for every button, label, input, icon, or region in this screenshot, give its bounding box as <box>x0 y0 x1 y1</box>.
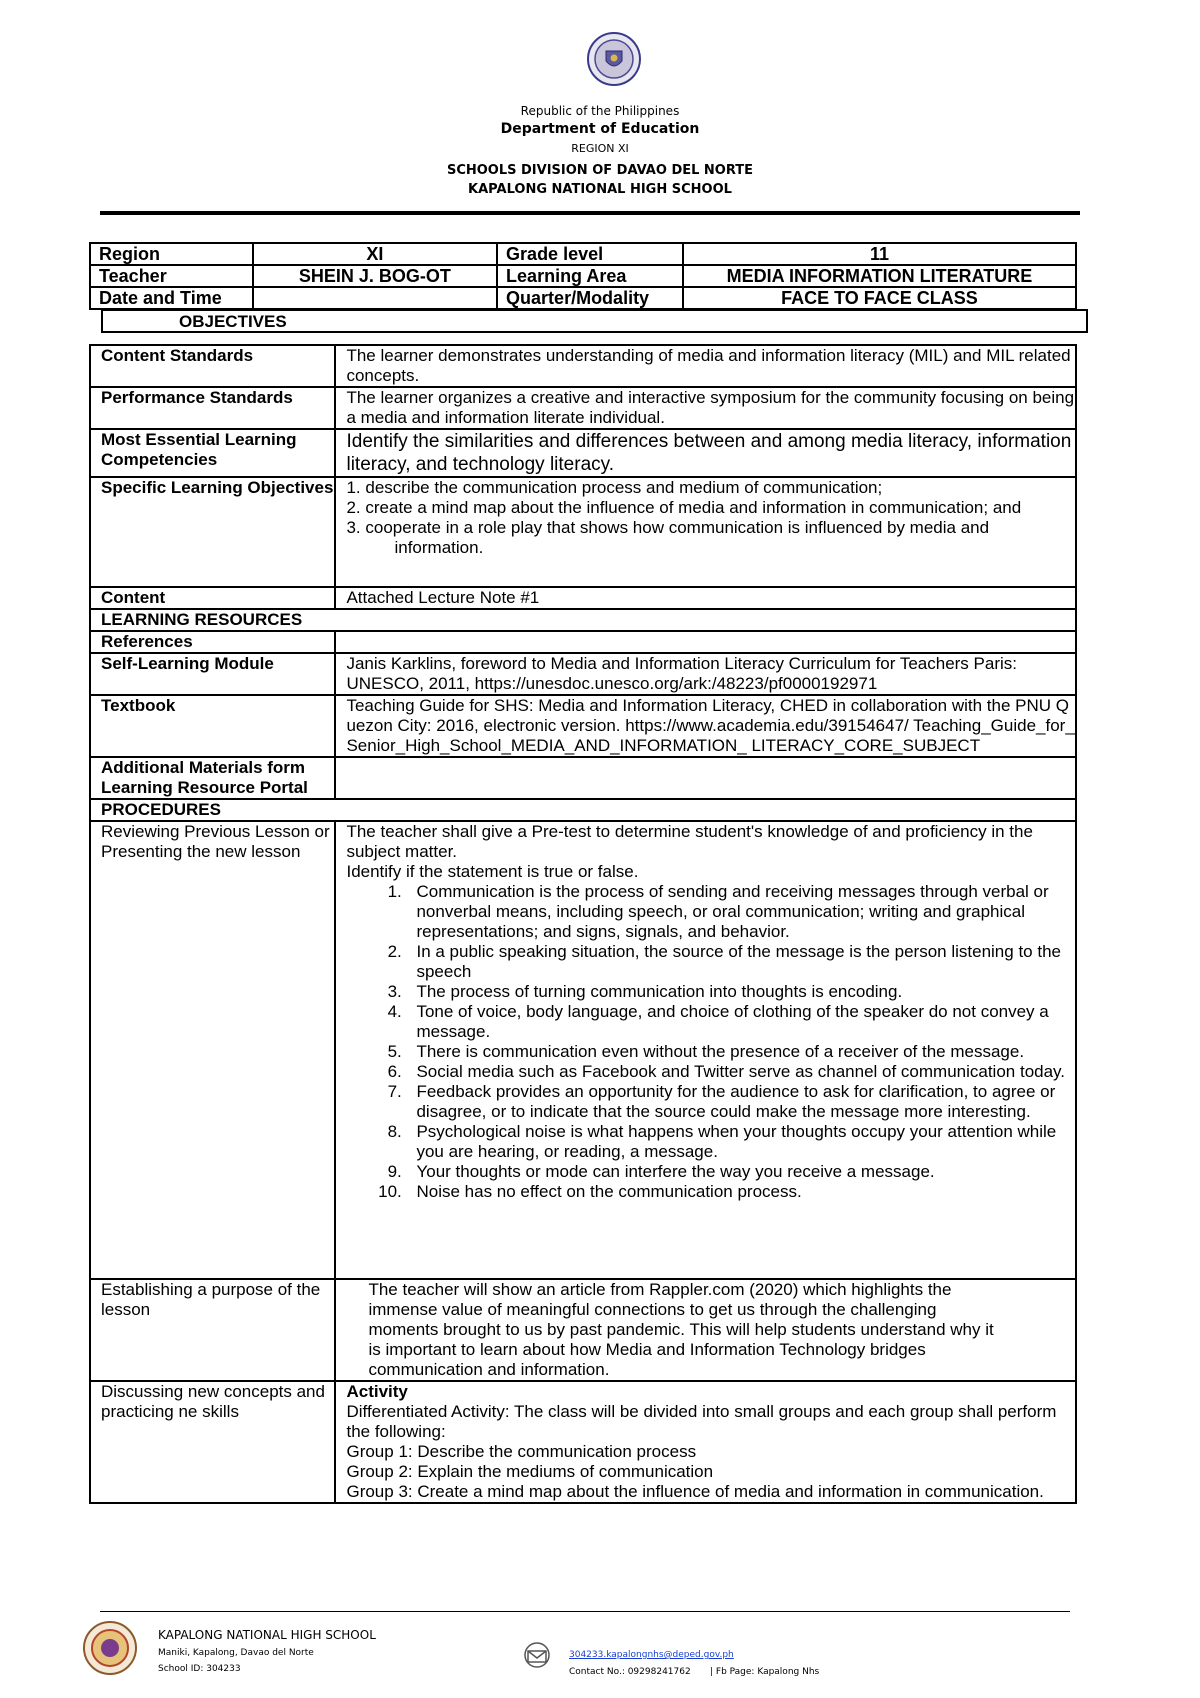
activity-intro: Differentiated Activity: The class will be divided into small groups and each group shall perform the following: <box>346 1402 1057 1441</box>
pretest-item: 10. Noise has no effect on the communication process. <box>406 1182 1075 1202</box>
pretest-item: 4. Tone of voice, body language, and choice of clothing of the speaker do not convey a message. <box>406 1002 1075 1042</box>
group-item: Group 3: Create a mind map about the influence of media and information in communication. <box>346 1482 1044 1501</box>
references-label: References <box>90 631 335 653</box>
area-label: Learning Area <box>497 265 683 287</box>
footer-school-id: School ID: 304233 <box>158 1664 241 1674</box>
header-region: REGION XI <box>571 142 629 155</box>
additional-value <box>335 757 1076 799</box>
review-instruction: Identify if the statement is true or false. <box>346 862 639 881</box>
slm-value: Janis Karklins, foreword to Media and Information Literacy Curriculum for Teachers Paris: UNESCO, 2011, https://unesdoc.unesco.org/ark:/48223/pf0000192971 <box>335 653 1076 695</box>
textbook-label: Textbook <box>90 695 335 757</box>
footer-divider <box>100 1611 1070 1612</box>
pretest-item: 2. In a public speaking situation, the source of the message is the person listening to the speech <box>406 942 1075 982</box>
additional-label: Additional Materials form Learning Resource Portal <box>90 757 335 799</box>
procedures-heading: PROCEDURES <box>90 799 1076 821</box>
review-intro: The teacher shall give a Pre-test to determine student's knowledge of and proficiency in the subject matter. <box>346 822 1033 861</box>
quarter-label: Quarter/Modality <box>497 287 683 309</box>
review-value <box>335 821 1076 1279</box>
header-department: Department of Education <box>500 121 700 137</box>
lesson-table <box>89 344 1077 1504</box>
header-divider <box>100 211 1080 215</box>
pretest-item: 8. Psychological noise is what happens when your thoughts occupy your attention while you are hearing, or reading, a message. <box>406 1122 1075 1162</box>
objectives-title: OBJECTIVES <box>179 312 287 331</box>
slo-label: Specific Learning Objectives <box>90 477 335 587</box>
content-value: Attached Lecture Note #1 <box>335 587 1076 609</box>
footer-fb-page: | Fb Page: Kapalong Nhs <box>710 1667 820 1677</box>
discuss-label: Discussing new concepts and practicing ne skills <box>90 1381 335 1503</box>
footer-school: KAPALONG NATIONAL HIGH SCHOOL <box>158 1628 376 1642</box>
pretest-item: 5. There is communication even without the presence of a receiver of the message. <box>406 1042 1075 1062</box>
purpose-label: Establishing a purpose of the lesson <box>90 1279 335 1381</box>
deped-seal-logo <box>586 31 642 87</box>
grade-value: 11 <box>683 243 1076 265</box>
content-standards-value: The learner demonstrates understanding of media and information literacy (MIL) and MIL related concepts. <box>335 345 1076 387</box>
slo-item: 1. describe the communication process and medium of communication; <box>346 478 883 497</box>
grade-label: Grade level <box>497 243 683 265</box>
pretest-item: 1. Communication is the process of sending and receiving messages through verbal or nonverbal means, including speech, or oral communication; writing and graphical representations; and signs, signals, and behavior. <box>406 882 1075 942</box>
teacher-label: Teacher <box>90 265 253 287</box>
melc-value: Identify the similarities and differences between and among media literacy, information literacy, and technology literacy. <box>335 429 1076 477</box>
region-label: Region <box>90 243 253 265</box>
melc-label: Most Essential Learning Competencies <box>90 429 335 477</box>
group-item: Group 1: Describe the communication process <box>346 1442 697 1461</box>
content-label: Content <box>90 587 335 609</box>
activity-title: Activity <box>346 1382 408 1401</box>
purpose-value: The teacher will show an article from Rappler.com (2020) which highlights the immense value of meaningful connections to get us through the challenging moments brought to us by past pandemic. This will help students understand why it is important to learn about how Media and Information Technology bridges communication and information. <box>335 1279 1076 1381</box>
header-school: KAPALONG NATIONAL HIGH SCHOOL <box>468 182 732 197</box>
slm-label: Self-Learning Module <box>90 653 335 695</box>
content-standards-label: Content Standards <box>90 345 335 387</box>
objectives-bar <box>101 309 1088 333</box>
pretest-item: 3. The process of turning communication into thoughts is encoding. <box>406 982 1075 1002</box>
school-logo <box>82 1620 138 1676</box>
slo-value <box>335 477 1076 587</box>
discuss-value <box>335 1381 1076 1503</box>
quarter-value: FACE TO FACE CLASS <box>683 287 1076 309</box>
footer-contact: Contact No.: 09298241762 <box>569 1667 691 1677</box>
footer-address: Maniki, Kapalong, Davao del Norte <box>158 1648 314 1658</box>
pretest-item: 7. Feedback provides an opportunity for the audience to ask for clarification, to agree or disagree, or to indicate that the source could make the message more interesting. <box>406 1082 1075 1122</box>
date-label: Date and Time <box>90 287 253 309</box>
region-value: XI <box>253 243 497 265</box>
teacher-value: SHEIN J. BOG-OT <box>253 265 497 287</box>
pretest-item: 9. Your thoughts or mode can interfere the way you receive a message. <box>406 1162 1075 1182</box>
header-country: Republic of the Philippines <box>520 104 680 118</box>
performance-standards-label: Performance Standards <box>90 387 335 429</box>
slo-item: 3. cooperate in a role play that shows how communication is influenced by media and information. <box>346 518 990 557</box>
email-icon <box>522 1642 552 1670</box>
performance-standards-value: The learner organizes a creative and interactive symposium for the community focusing on being a media and information literate individual. <box>335 387 1076 429</box>
header-division: SCHOOLS DIVISION OF DAVAO DEL NORTE <box>446 163 754 178</box>
pretest-item: 6. Social media such as Facebook and Twitter serve as channel of communication today. <box>406 1062 1075 1082</box>
footer-email-link[interactable]: 304233.kapalongnhs@deped.gov.ph <box>569 1650 734 1660</box>
references-value <box>335 631 1076 653</box>
review-label: Reviewing Previous Lesson or Presenting the new lesson <box>90 821 335 1279</box>
pretest-list <box>346 882 1075 1202</box>
info-table <box>89 242 1077 310</box>
area-value: MEDIA INFORMATION LITERATURE <box>683 265 1076 287</box>
slo-item: 2. create a mind map about the influence of media and information in communication; and <box>346 498 1022 517</box>
date-value <box>253 287 497 309</box>
textbook-value: Teaching Guide for SHS: Media and Information Literacy, CHED in collaboration with the PNU Quezon City: 2016, electronic version. https://www.academia.edu/39154647/ Teaching_Guide_for_Senior_High_School_MEDIA_AND_INFORMATION_ LITERACY_CORE_SUBJECT <box>335 695 1076 757</box>
group-item: Group 2: Explain the mediums of communication <box>346 1462 714 1481</box>
learning-resources-heading: LEARNING RESOURCES <box>90 609 1076 631</box>
